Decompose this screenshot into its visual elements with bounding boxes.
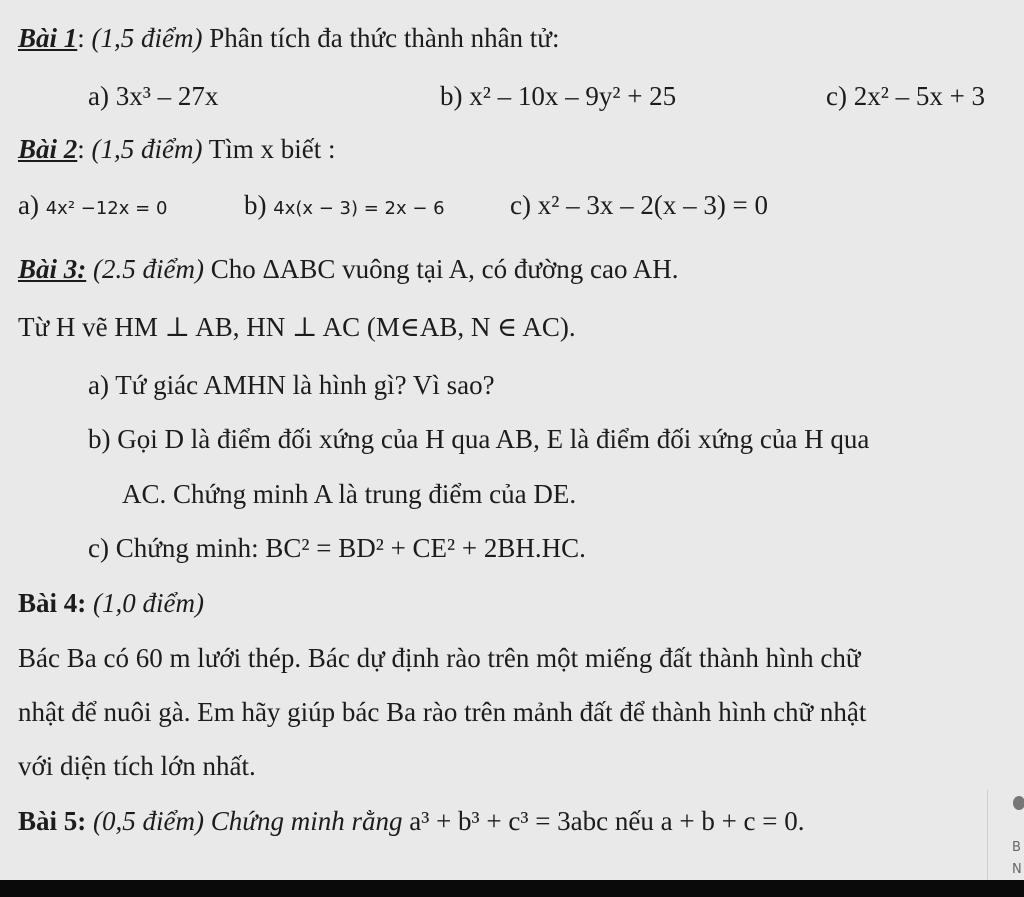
exercise-2-colon: : [77, 134, 92, 164]
exercise-3-part-b-line-2: AC. Chứng minh A là trung điểm của DE. [122, 479, 577, 509]
side-panel-divider [987, 790, 988, 880]
exercise-2-part-b [244, 189, 445, 225]
exercise-5-label: Bài 5: [18, 806, 87, 836]
exercise-1-part-c-expression: 2x² – 5x + 3 [853, 81, 986, 111]
exercise-3-part-b-line-1: b) Gọi D là điểm đối xứng của H qua AB, E là điểm đối xứng của H qua [88, 424, 870, 454]
exercise-1-part-c-label: c) [826, 81, 854, 111]
exercise-5-expression: a³ + b³ + c³ = 3abc nếu a + b + c = 0. [409, 806, 805, 836]
exercise-4-points: (1,0 điểm) [86, 588, 204, 618]
exercise-3-line-2: Từ H vẽ HM ⊥ AB, HN ⊥ AC (M∈AB, N ∈ AC). [18, 312, 576, 342]
exercise-1-label: Bài 1 [18, 23, 78, 53]
exercise-3-text: Cho ΔABC vuông tại A, có đường cao AH. [203, 254, 679, 284]
exercise-1-heading [18, 22, 559, 54]
bottom-black-bar [0, 880, 1024, 897]
exercise-1-colon: : [77, 23, 92, 53]
exercise-5 [18, 805, 805, 837]
exercise-3-heading [18, 253, 679, 285]
exercise-1-part-b-label: b) [440, 81, 470, 111]
exercise-3-part-c: c) Chứng minh: BC² = BD² + CE² + 2BH.HC. [88, 533, 586, 563]
exercise-2-points: (1,5 điểm) [91, 134, 203, 164]
side-panel-mark-n: N [1012, 862, 1022, 877]
exercise-2-title: Tìm x biết : [202, 134, 336, 164]
exercise-1-part-c [826, 80, 985, 112]
exercise-1-part-a [88, 80, 218, 112]
side-panel-mark-b: B [1012, 840, 1021, 855]
exercise-5-statement: (0,5 điểm) Chứng minh rằng [86, 806, 410, 836]
exercise-1-part-a-label: a) [88, 81, 116, 111]
exercise-2-part-b-label: b) [244, 190, 274, 220]
exercise-3-part-a: a) Tứ giác AMHN là hình gì? Vì sao? [88, 370, 495, 400]
exercise-2-part-c-label: c) [510, 190, 538, 220]
exercise-4-heading [18, 587, 204, 619]
exercise-1-title: Phân tích đa thức thành nhân tử: [202, 23, 560, 53]
exercise-1-part-b [440, 80, 676, 112]
exercise-1-part-b-expression: x² – 10x – 9y² + 25 [469, 81, 677, 111]
exercise-1-points: (1,5 điểm) [91, 23, 203, 53]
exercise-2-heading [18, 133, 336, 165]
exercise-1-part-a-expression: 3x³ – 27x [115, 81, 219, 111]
exercise-2-part-a-label: a) [18, 190, 46, 220]
exercise-4-label: Bài 4: [18, 588, 87, 618]
exercise-4-paragraph-line-1: Bác Ba có 60 m lưới thép. Bác dự định rào trên một miếng đất thành hình chữ [18, 643, 861, 673]
exercise-2-part-a [18, 189, 167, 225]
exercise-3-label: Bài 3: [18, 254, 87, 284]
exercise-2-part-b-expression: 4x(x − 3) = 2x − 6 [273, 198, 445, 219]
exercise-4-paragraph-line-3: với diện tích lớn nhất. [18, 751, 256, 781]
side-panel-dot-icon [1013, 796, 1024, 810]
exercise-2-label: Bài 2 [18, 134, 78, 164]
exercise-4-paragraph-line-2: nhật để nuôi gà. Em hãy giúp bác Ba rào trên mảnh đất để thành hình chữ nhật [18, 697, 867, 727]
exercise-2-part-c-expression: x² – 3x – 2(x – 3) = 0 [537, 190, 769, 220]
exercise-3-points: (2.5 điểm) [86, 254, 204, 284]
exercise-2-part-c [510, 189, 768, 221]
exercise-2-part-a-expression: 4x² −12x = 0 [45, 198, 168, 219]
